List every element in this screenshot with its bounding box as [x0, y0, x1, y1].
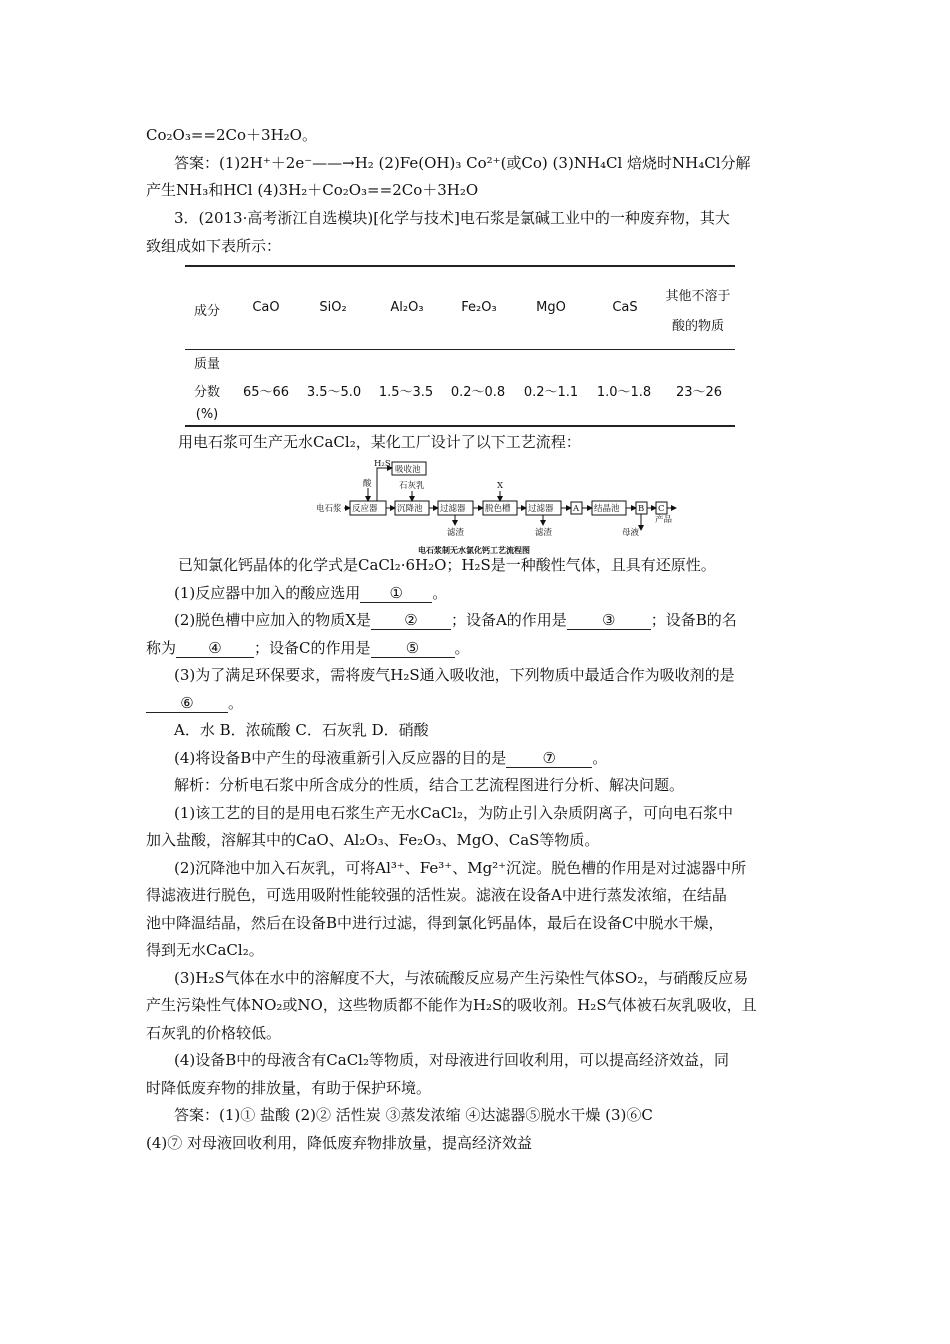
table-mid-rule: [185, 349, 735, 350]
answer-line: (4)⑦ 对母液回收利用，降低废弃物排放量，提高经济效益: [146, 1134, 533, 1152]
question-3-cont: [146, 694, 243, 713]
analysis-line: 解析：分析电石浆中所含成分的性质，结合工艺流程图进行分析、解决问题。: [174, 776, 685, 794]
table-cell: 0.2～0.8: [450, 385, 506, 400]
question-text: 。: [432, 584, 448, 602]
h2s-label: H₂S: [374, 459, 391, 469]
diagram-caption: 电石浆制无水氯化钙工艺流程图: [418, 545, 530, 555]
analysis-line: (3)H₂S气体在水中的溶解度不大，与浓硫酸反应易产生污染性气体SO₂，与硝酸反应易: [174, 969, 749, 987]
table-bottom-rule: [185, 425, 735, 427]
answer-blank-7[interactable]: ⑦: [506, 750, 592, 768]
device-a-label: A: [573, 504, 580, 514]
answer-options: A．水 B．浓硫酸 C．石灰乳 D．硝酸: [174, 721, 429, 739]
answer-blank-4[interactable]: ④: [176, 640, 254, 658]
row-label: 分数: [193, 385, 220, 400]
device-b-label: B: [638, 504, 645, 514]
answer-blank-5[interactable]: ⑤: [371, 640, 455, 658]
filter-label: 过滤器: [440, 504, 466, 514]
table-top-rule: [185, 265, 735, 267]
answer-line: 答案：(1)2H⁺＋2e⁻——→H₂ (2)Fe(OH)₃ Co²⁺(或Co) (3)NH₄Cl 焙烧时NH₄Cl分解: [174, 154, 751, 172]
device-c-label: C: [658, 504, 665, 514]
text-line: Co₂O₃==2Co＋3H₂O。: [146, 126, 317, 144]
table-header-cell: CaO: [252, 300, 280, 315]
acid-label: 酸: [363, 479, 372, 489]
product-label: 产品: [655, 515, 673, 525]
analysis-line: 石灰乳的价格较低。: [146, 1024, 282, 1042]
decolor-tank-label: 脱色槽: [485, 504, 511, 514]
lime-label: 石灰乳: [399, 481, 425, 491]
question-text: (4)将设备B中产生的母液重新引入反应器的目的是: [174, 749, 507, 767]
table-cell: 1.0～1.8: [596, 385, 652, 400]
residue-label: 滤渣: [535, 528, 553, 538]
settling-tank-label: 沉降池: [397, 504, 423, 514]
table-cell: 0.2～1.1: [523, 385, 579, 400]
table-header-cell: MgO: [536, 300, 566, 315]
question-text: ；设备B的名: [650, 611, 737, 629]
question-4: [174, 749, 607, 768]
analysis-line: (2)沉降池中加入石灰乳，可将Al³⁺、Fe³⁺、Mg²⁺沉淀。脱色槽的作用是对过滤器中所: [174, 859, 747, 877]
absorb-pool-label: 吸收池: [395, 465, 421, 475]
question-2-cont: [146, 639, 470, 658]
table-header-cell: 酸的物质: [671, 319, 724, 334]
question-title: 3．(2013·高考浙江自选模块)[化学与技术]电石浆是氯碱工业中的一种废弃物，其大: [174, 209, 730, 227]
slurry-label: 电石浆: [316, 504, 342, 514]
analysis-line: (4)设备B中的母液含有CaCl₂等物质，对母液进行回收利用，可以提高经济效益，同: [174, 1051, 729, 1069]
mother-liquor-label: 母液: [622, 528, 640, 538]
question-text: 。: [228, 694, 244, 712]
analysis-line: 池中降温结晶，然后在设备B中进行过滤，得到氯化钙晶体，最后在设备C中脱水干燥，: [146, 914, 724, 932]
answer-blank-3[interactable]: ③: [567, 612, 651, 630]
question-text: 。: [592, 749, 608, 767]
reactor-label: 反应器: [352, 504, 378, 514]
table-header-cell: 成分: [193, 304, 220, 319]
table-header-cell: 其他不溶于: [665, 289, 731, 304]
question-1: [174, 584, 447, 603]
question-2: [174, 611, 737, 630]
analysis-line: (1)该工艺的目的是用电石浆生产无水CaCl₂，为防止引入杂质阴离子，可向电石浆中: [174, 804, 733, 822]
x-label: X: [497, 481, 504, 491]
text-line: 致组成如下表所示：: [146, 237, 282, 255]
analysis-line: 得到无水CaCl₂。: [146, 941, 264, 959]
question-text: ；设备A的作用是: [450, 611, 567, 629]
filter-label: 过滤器: [528, 504, 554, 514]
row-label: 质量: [193, 357, 220, 372]
analysis-line: 得滤液进行脱色，可选用吸附性能较强的活性炭。滤液在设备A中进行蒸发浓缩，在结晶: [146, 886, 727, 904]
answer-blank-2[interactable]: ②: [371, 612, 451, 630]
question-text: (2)脱色槽中应加入的物质X是: [174, 611, 371, 629]
process-flow-diagram: [316, 458, 678, 556]
question-3: (3)为了满足环保要求，需将废气H₂S通入吸收池，下列物质中最适合作为吸收剂的是: [174, 666, 735, 684]
table-cell: 65～66: [242, 385, 290, 400]
analysis-line: 产生污染性气体NO₂或NO，这些物质都不能作为H₂S的吸收剂。H₂S气体被石灰乳吸收，且: [146, 996, 757, 1014]
text-line: 产生NH₃和HCl (4)3H₂＋Co₂O₃==2Co＋3H₂O: [146, 181, 479, 199]
question-text: (1)反应器中加入的酸应选用: [174, 584, 361, 602]
answer-line: 答案：(1)① 盐酸 (2)② 活性炭 ③蒸发浓缩 ④达滤器⑤脱水干燥 (3)⑥C: [174, 1106, 653, 1124]
row-label: (%): [195, 407, 219, 422]
table-header-cell: Al₂O₃: [390, 300, 424, 315]
analysis-line: 加入盐酸，溶解其中的CaO、Al₂O₃、Fe₂O₃、MgO、CaS等物质。: [146, 831, 600, 849]
table-header-cell: CaS: [612, 300, 638, 315]
question-text: 。: [454, 639, 470, 657]
question-text: ；设备C的作用是: [254, 639, 371, 657]
text-line: 用电石浆可生产无水CaCl₂，某化工厂设计了以下工艺流程：: [178, 433, 581, 451]
question-text: 称为: [146, 639, 177, 657]
analysis-line: 时降低废弃物的排放量，有助于保护环境。: [146, 1079, 432, 1097]
table-cell: 1.5～3.5: [378, 385, 434, 400]
table-cell: 23～26: [675, 385, 723, 400]
text-line: 已知氯化钙晶体的化学式是CaCl₂·6H₂O；H₂S是一种酸性气体，且具有还原性。: [178, 556, 716, 574]
table-header-cell: SiO₂: [319, 300, 347, 315]
answer-blank-6[interactable]: ⑥: [146, 695, 228, 713]
answer-blank-1[interactable]: ①: [360, 585, 432, 603]
crystallizer-label: 结晶池: [594, 504, 620, 514]
residue-label: 滤渣: [447, 528, 465, 538]
table-cell: 3.5～5.0: [306, 385, 362, 400]
table-header-cell: Fe₂O₃: [461, 300, 497, 315]
